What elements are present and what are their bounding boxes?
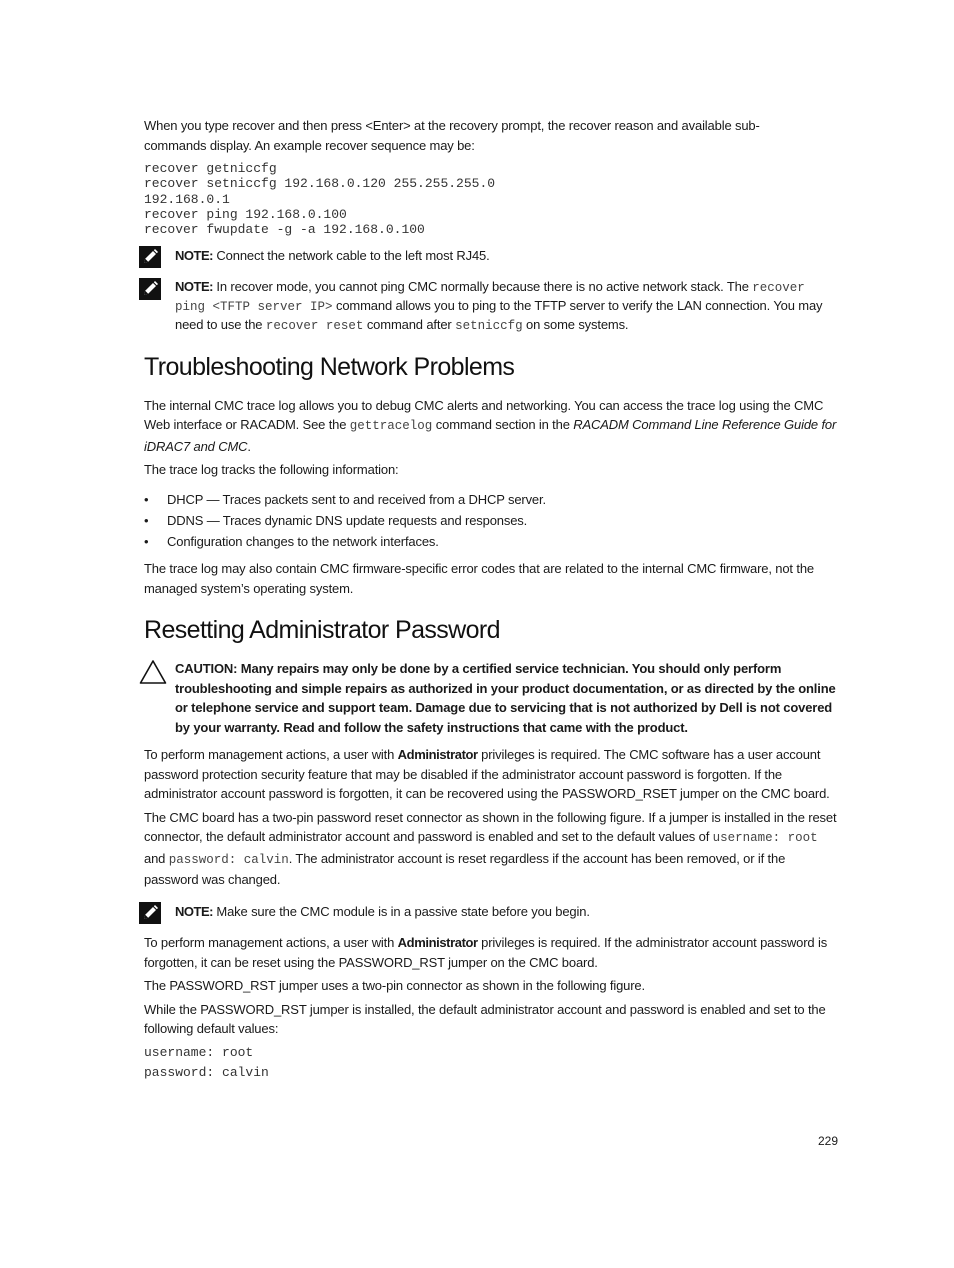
code-line: recover getniccfg [144,161,277,176]
default-values-paragraph: While the PASSWORD_RST jumper is installed, the default administrator account and password is enabled and set to the following default values: [144,1001,826,1037]
guide-title: RACADM Command Line Reference Guide for iDRAC7 and CMC [144,417,837,454]
note-recover-mode: NOTE: In recover mode, you cannot ping CMC normally because there is no active network stack. The recover ping <TFTP server IP> command allows you to ping to the TFTP server to verify the LAN connection. You may need to use the recover reset command after setniccfg on some systems. [144,278,840,335]
list-item: • DHCP — Traces packets sent to and received from a DHCP server. [144,491,546,507]
inline-code: gettracelog [349,419,433,434]
note-label: NOTE: [175,903,213,919]
section-heading-reset-password: Resetting Administrator Password [144,616,500,645]
reset-connector-paragraph: The CMC board has a two-pin password reset connector as shown in the following figure. If a jumper is installed in the reset connector, the default administrator account and password is enabled and set to the default values of username: root and password: calvin. The administrator account is reset regardless if the account has been removed, or if the password was changed. [144,809,837,888]
caution-triangle-icon [139,659,167,685]
note-pencil-icon [139,278,161,300]
inline-code: setniccfg [455,318,523,333]
note-network-cable [144,246,840,266]
trace-log-paragraph: The internal CMC trace log allows you to debug CMC alerts and networking. You can access the trace log using the CMC Web interface or RACADM. See the gettracelog command section in the RACADM Command Line Reference Guide for iDRAC7 and CMC. [144,397,837,454]
inline-code: recover ping <TFTP server IP> [175,280,805,314]
default-password-code: password: calvin [144,1064,269,1080]
list-item: • DDNS — Traces dynamic DNS update requests and responses. [144,512,528,528]
note-pencil-icon [139,902,161,924]
trace-log-list [144,490,840,552]
note-label: NOTE: [175,278,213,294]
admin-privileges-paragraph: To perform management actions, a user with Administrator privileges is required. The CMC software has a user account password protection security feature that may be disabled if the administrator account password is forgotten. If the administrator account password is forgotten, it can be recovered using the PASSWORD_RSET jumper on the CMC board. [144,747,830,802]
trace-log-intro: The trace log tracks the following information: [144,462,399,478]
trace-log-errors-paragraph: The trace log may also contain CMC firmware-specific error codes that are related to the internal CMC firmware, not the managed system’s operating system. [144,561,814,596]
jumper-connector-paragraph: The PASSWORD_RST jumper uses a two-pin connector as shown in the following figure. [144,978,645,994]
note-text: Make sure the CMC module is in a passive state before you begin. [212,903,590,919]
code-line: recover fwupdate -g -a 192.168.0.100 [144,222,425,238]
note-text: Connect the network cable to the left most RJ45. [212,248,490,264]
note-label: NOTE: [175,248,213,264]
caution-text: CAUTION: Many repairs may only be done by a certified service technician. You should only perform troubleshooting and simple repairs as authorized in your product documentation, or as directed by the online or telephone service and support team. Damage due to servicing that is not authorized by Dell is not covered by your warranty. Read and follow the safety instructions that came with the product. [175,661,836,735]
page-number: 229 [817,1134,838,1148]
default-username-code: username: root [144,1044,254,1060]
code-line: recover ping 192.168.0.100 [144,206,347,222]
note-pencil-icon [139,246,161,268]
inline-code: username: root [712,831,818,846]
inline-code: password: calvin [168,852,289,867]
note-passive-state [144,902,840,922]
privilege-name: Administrator [397,747,478,763]
code-line: recover setniccfg 192.168.0.120 255.255.255.0 [144,176,496,192]
code-line: 192.168.0.1 [144,191,230,207]
caution-block [144,659,840,737]
recover-code-block [144,161,840,237]
section-heading-troubleshooting: Troubleshooting Network Problems [144,352,515,381]
admin-privileges-paragraph-2: To perform management actions, a user with Administrator privileges is required. If the administrator account password is forgotten, it can be reset using the PASSWORD_RST jumper on the CMC board. [144,935,828,970]
privilege-name: Administrator [397,935,478,951]
page-content [144,116,840,1083]
list-item: • Configuration changes to the network interfaces. [144,533,439,549]
intro-paragraph: When you type recover and then press <Enter> at the recovery prompt, the recover reason and available sub-commands display. An example recover sequence may be: [144,118,760,153]
inline-code: recover reset [265,318,364,333]
